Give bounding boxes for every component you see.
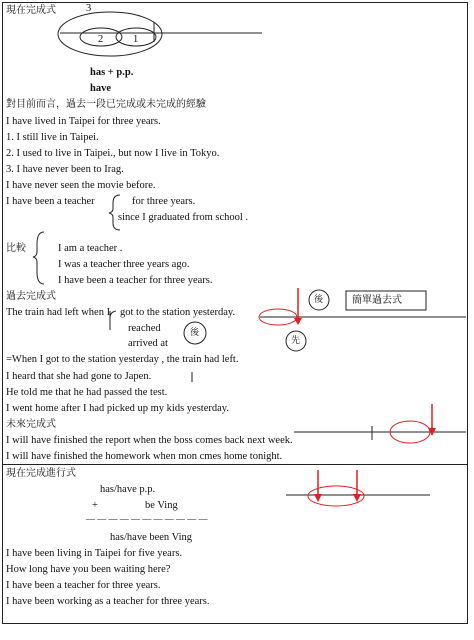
train-option: arrived at <box>128 338 168 349</box>
example-line: He told me that he had passed the test. <box>6 387 168 398</box>
heading-present-perfect: 現在完成式 <box>6 5 56 16</box>
formula-have: have <box>90 83 111 94</box>
example-line: I have been living in Taipei for five years. <box>6 548 183 559</box>
example-line: I heard that she had gone to Japen. <box>6 371 152 382</box>
future-perfect-timeline <box>192 372 466 443</box>
train-line: The train had left when I <box>6 307 111 318</box>
equals-line: =When I got to the station yesterday , the train had left. <box>6 354 239 365</box>
teacher-line: I have been a teacher <box>6 196 95 207</box>
train-option: reached <box>128 323 161 334</box>
diagram-label-1: 1 <box>133 34 139 45</box>
example-line: 2. I used to live in Taipei., but now I live in Tokyo. <box>6 148 220 159</box>
train-option: got to the station yesterday. <box>120 307 236 318</box>
diagram-label-3: 3 <box>86 3 92 14</box>
example-line: I will have finished the homework when mon cmes home tonight. <box>6 451 283 462</box>
example-line: I have lived in Taipei for three years. <box>6 116 161 127</box>
formula-dashes: — — — — — — — — — — — <box>86 514 208 524</box>
example-line: I have never seen the movie before. <box>6 180 156 191</box>
example-line: I went home after I had picked up my kids yesterday. <box>6 403 229 414</box>
diagram-label-2: 2 <box>98 34 104 45</box>
formula-be: be Ving <box>145 500 178 511</box>
present-perfect-timeline <box>58 12 262 56</box>
example-line: I have been working as a teacher for three years. <box>6 596 210 607</box>
teacher-option: for three years. <box>132 196 196 207</box>
present-perfect-progressive-timeline <box>286 470 430 506</box>
after-label-circled: 後 <box>190 328 200 338</box>
teacher-option: since I graduated from school . <box>118 212 249 223</box>
definition: 對目前而言，過去一段已完成或未完成的經驗 <box>6 99 206 110</box>
heading-future-perfect: 未來完成式 <box>6 419 56 430</box>
after-label-timeline: 後 <box>314 295 324 305</box>
compare-item: I was a teacher three years ago. <box>58 259 190 270</box>
example-line: I will have finished the report when the boss comes back next week. <box>6 435 293 446</box>
formula-plus: + <box>92 500 98 511</box>
compare-item: I am a teacher . <box>58 243 123 254</box>
heading-past-perfect: 過去完成式 <box>6 291 56 302</box>
simple-past-box-label: 簡單過去式 <box>352 295 402 306</box>
before-label-timeline: 先 <box>291 336 301 346</box>
example-line: 3. I have never been to Irag. <box>6 164 124 175</box>
formula-has-pp: has + p.p. <box>90 67 134 78</box>
example-line: 1. I still live in Taipei. <box>6 132 99 143</box>
compare-item: I have been a teacher for three years. <box>58 275 213 286</box>
example-line: How long have you been waiting here? <box>6 564 171 575</box>
formula-top: has/have p.p. <box>100 484 156 495</box>
example-line: I have been a teacher for three years. <box>6 580 161 591</box>
heading-present-perfect-progressive: 現在完成進行式 <box>6 468 76 479</box>
compare-label: 比較 <box>6 243 26 254</box>
formula-bottom: has/have been Ving <box>110 532 192 543</box>
